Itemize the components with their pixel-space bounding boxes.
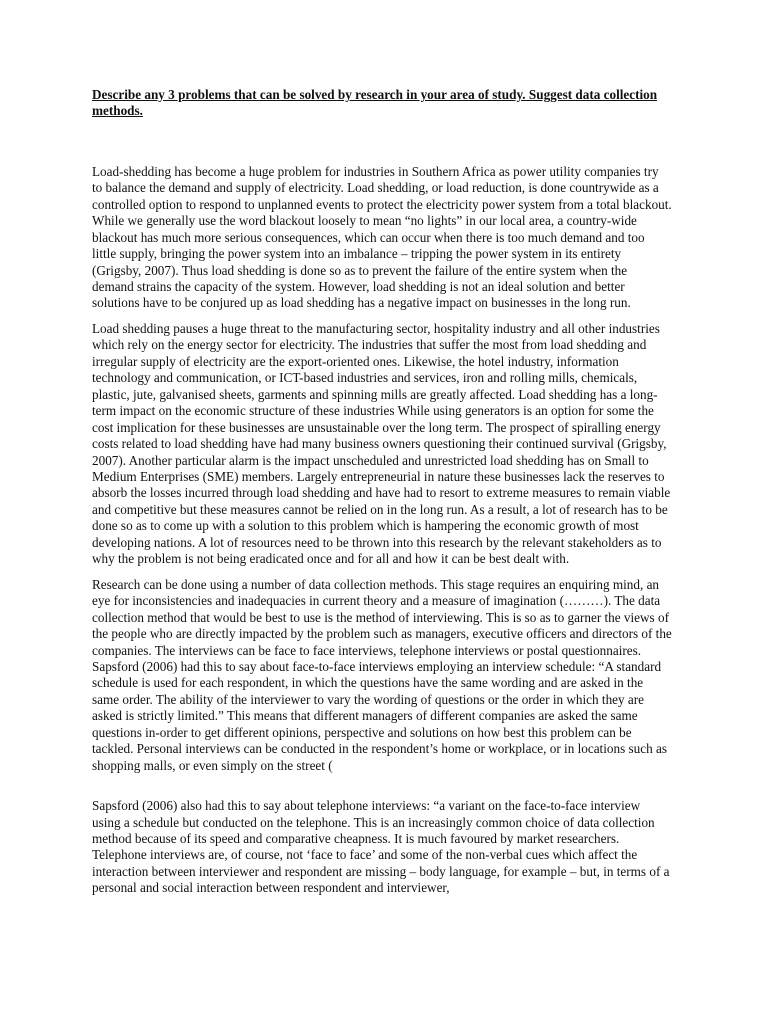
paragraph-load-shedding-intro: Load-shedding has become a huge problem for industries in Southern Africa as power utility companies try to balance the demand and supply of electricity. Load shedding, or load reduction, is done countrywide as a controlled option to respond to unplanned events to protect the electricity power system from a total blackout. While we generally use the word blackout loosely to mean “no lights” in our local area, a country-wide blackout has much more serious consequences, which can occur when there is too much demand and too little supply, bringing the power system into an imbalance – tripping the power system in its entirety (Grigsby, 2007). Thus load shedding is done so as to prevent the failure of the entire system when the demand strains the capacity of the system. However, load shedding is not an ideal solution and better solutions have to be conjured up as load shedding has a negative impact on businesses in the long run.	[92, 163, 672, 311]
paragraph-industry-impact: Load shedding pauses a huge threat to the manufacturing sector, hospitality industry and all other industries which rely on the energy sector for electricity. The industries that suffer the most from load shedding and irregular supply of electricity are the export-oriented ones. Likewise, the hotel industry, information technology and communication, or ICT-based industries and services, iron and rolling mills, chemicals, plastic, jute, galvanised sheets, garments and spinning mills are greatly affected. Load shedding has a long-term impact on the economic structure of these industries While using generators is an option for some the cost implication for these businesses are unsustainable over the long term. The prospect of spiralling energy costs related to load shedding have had many business owners questioning their continued survival (Grigsby, 2007). Another particular alarm is the impact unscheduled and unrestricted load shedding has on Small to Medium Enterprises (SME) members. Largely entrepreneurial in nature these businesses lack the reserves to absorb the losses incurred through load shedding and have had to resort to extreme measures to remain viable and competitive but these measures cannot be relied on in the long run. As a result, a lot of research has to be done so as to come up with a solution to this problem which is hampering the economic growth of most developing nations. A lot of resources need to be thrown into this research by the relevant stakeholders as to why the problem is not being eradicated once and for all and how it can be best dealt with.	[92, 320, 671, 567]
document-page	[92, 87, 672, 906]
paragraph-data-collection: Research can be done using a number of data collection methods. This stage requires an enquiring mind, an eye for inconsistencies and inadequacies in current theory and a measure of imagination (………). The data collection method that would be best to use is the method of interviewing. This is so as to garner the views of the people who are directly impacted by the problem such as managers, executive officers and directors of the companies. The interviews can be face to face interviews, telephone interviews or postal questionnaires. Sapsford (2006) had this to say about face-to-face interviews employing an interview schedule: “A standard schedule is used for each respondent, in which the questions have the same wording and are asked in the same order. The ability of the interviewer to vary the wording of questions or the order in which they are asked is strictly limited.” This means that different managers of different companies are asked the same questions in-order to get different opinions, perspective and solutions on how best this problem can be tackled. Personal interviews can be conducted in the respondent’s home or workplace, or in locations such as shopping malls, or even simply on the street (	[92, 576, 672, 773]
document-heading: Describe any 3 problems that can be solved by research in your area of study. Suggest data collection methods.	[92, 87, 658, 119]
paragraph-telephone-interviews: Sapsford (2006) also had this to say about telephone interviews: “a variant on the face-to-face interview using a schedule but conducted on the telephone. This is an increasingly common choice of data collection method because of its speed and comparative cheapness. It is much favoured by market researchers. Telephone interviews are, of course, not ‘face to face’ and some of the non-verbal cues which affect the interaction between interviewer and respondent are missing – body language, for example – but, in terms of a personal and social interaction between respondent and interviewer,	[92, 798, 670, 896]
